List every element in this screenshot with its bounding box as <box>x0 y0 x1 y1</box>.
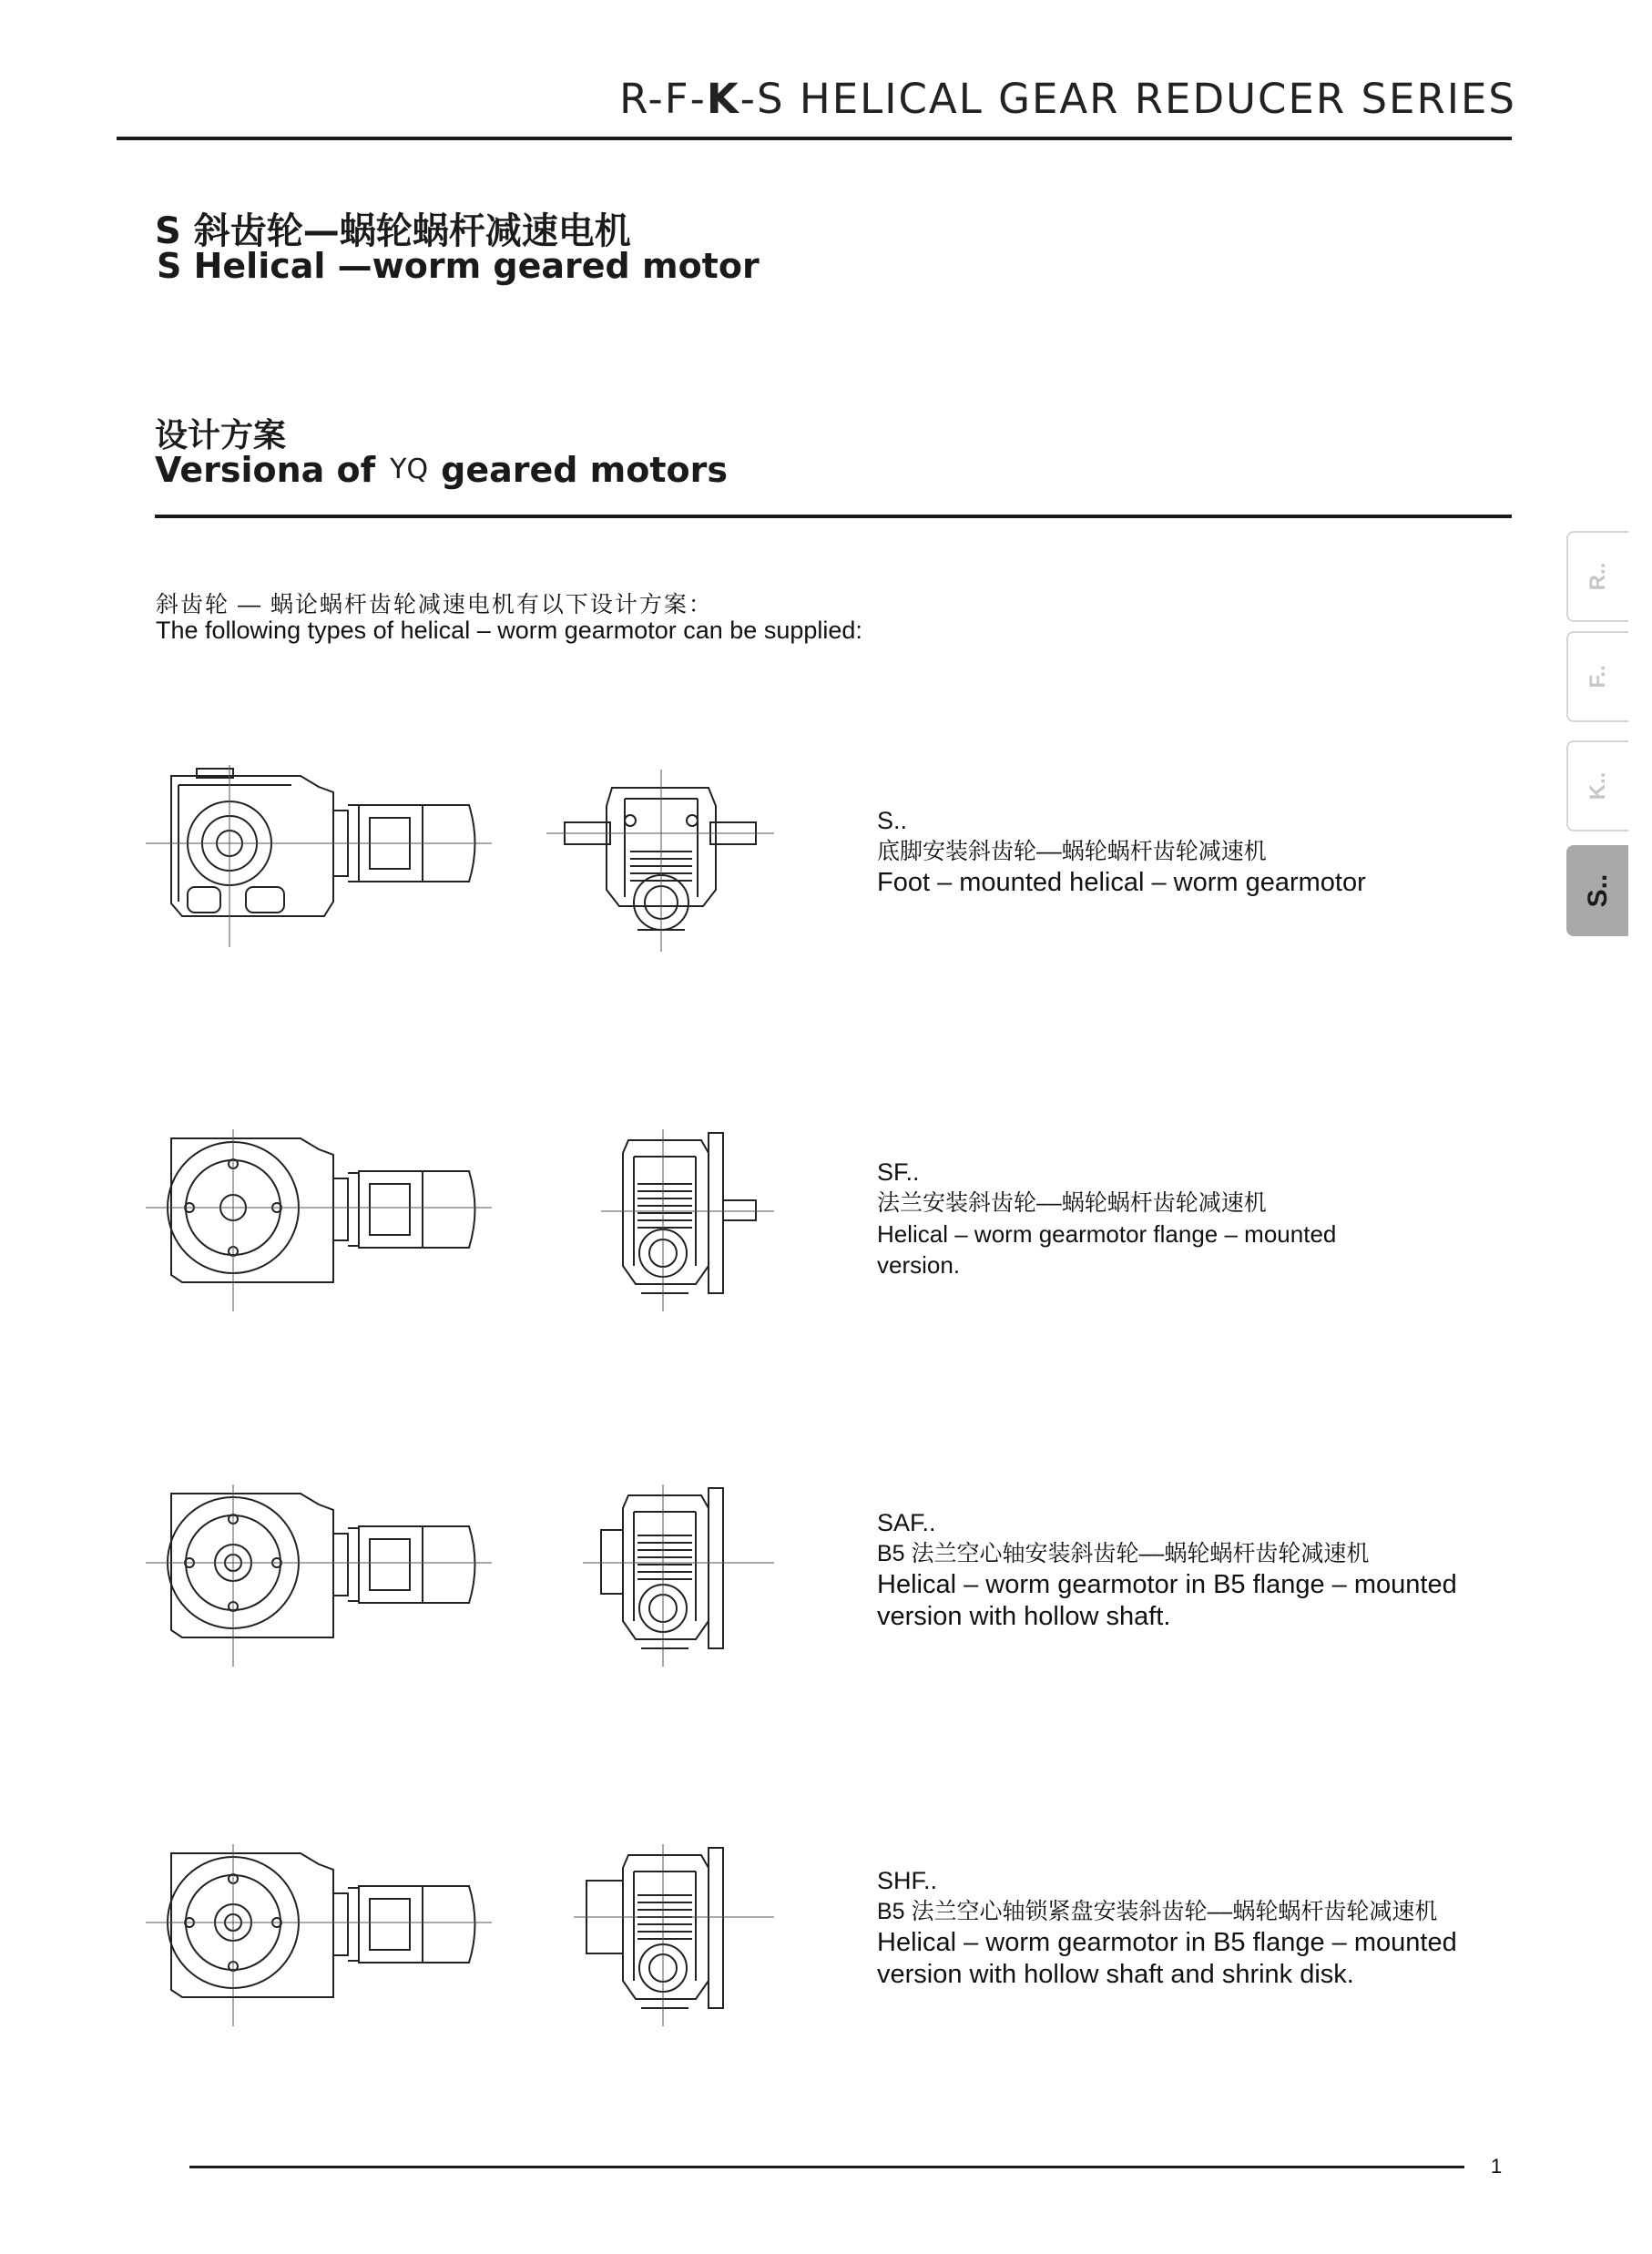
saf-front-view-drawing <box>546 1484 774 1667</box>
variant-en: Helical – worm gearmotor flange – mounted <box>877 1220 1337 1248</box>
variant-zh: B5 法兰空心轴锁紧盘安装斜齿轮––蜗轮蜗杆齿轮减速机 <box>877 1899 1438 1924</box>
tab-f[interactable] <box>1566 631 1628 722</box>
tab-k[interactable] <box>1566 740 1628 831</box>
variant-en-line2: version. <box>877 1251 961 1279</box>
sf-side-view-drawing <box>146 1129 492 1311</box>
intro-zh: 斜齿轮 — 蜗论蜗杆齿轮减速电机有以下设计方案： <box>156 592 713 617</box>
variant-en: Helical – worm gearmotor in B5 flange – mounted <box>877 1570 1457 1599</box>
variant-sf-desc <box>877 1157 1336 1280</box>
variant-zh: 法兰安装斜齿轮––蜗轮蜗杆齿轮减速机 <box>877 1190 1267 1216</box>
section-rule <box>155 515 1512 518</box>
tab-r[interactable] <box>1566 531 1628 622</box>
variant-s-desc <box>877 805 1366 899</box>
variant-en: Foot – mounted helical – worm gearmotor <box>877 868 1366 897</box>
variant-code: SF.. <box>877 1158 920 1186</box>
series-prefix: R-F- <box>619 75 707 123</box>
series-header <box>619 75 1516 123</box>
s-front-view-drawing <box>546 770 774 952</box>
variant-code: SHF.. <box>877 1867 938 1894</box>
variant-en: Helical – worm gearmotor in B5 flange – mounted <box>877 1928 1457 1957</box>
sf-front-view-drawing <box>546 1129 774 1311</box>
page-number: 1 <box>1491 2155 1503 2178</box>
footer-rule <box>189 2166 1464 2168</box>
variant-code: SAF.. <box>877 1509 936 1536</box>
tab-s-label: S.. <box>1583 873 1613 908</box>
tab-k-label: K.. <box>1586 771 1610 801</box>
tab-s[interactable] <box>1566 845 1628 936</box>
shf-side-view-drawing <box>146 1844 492 2026</box>
variant-shf-desc <box>877 1865 1457 1991</box>
section-title-en <box>155 450 728 490</box>
intro-en: The following types of helical – worm gearmotor can be supplied: <box>156 617 862 644</box>
series-bold: K <box>706 75 740 123</box>
variant-zh: 底脚安装斜齿轮––蜗轮蜗杆齿轮减速机 <box>877 839 1267 864</box>
variant-en-line2: version with hollow shaft and shrink disk. <box>877 1960 1354 1989</box>
section-title-post: geared motors <box>441 450 729 490</box>
variant-code: S.. <box>877 807 908 834</box>
s-side-view-drawing <box>146 765 492 947</box>
section-title-yq: YQ <box>390 454 429 485</box>
section-title-pre: Versiona of <box>155 450 376 490</box>
page-title-en: S Helical —worm geared motor <box>157 246 760 286</box>
saf-side-view-drawing <box>146 1484 492 1667</box>
variant-saf-desc <box>877 1507 1457 1633</box>
tab-r-label: R.. <box>1586 562 1610 591</box>
shf-front-view-drawing <box>546 1844 774 2026</box>
variant-en-line2: version with hollow shaft. <box>877 1602 1171 1631</box>
tab-f-label: F.. <box>1586 665 1610 688</box>
series-suffix: -S HELICAL GEAR REDUCER SERIES <box>739 75 1516 123</box>
page-title-zh: S 斜齿轮—蜗轮蜗杆减速电机 <box>155 210 631 252</box>
header-rule <box>117 137 1512 140</box>
variant-zh: B5 法兰空心轴安装斜齿轮––蜗轮蜗杆齿轮减速机 <box>877 1541 1370 1566</box>
section-title-zh: 设计方案 <box>155 417 287 454</box>
